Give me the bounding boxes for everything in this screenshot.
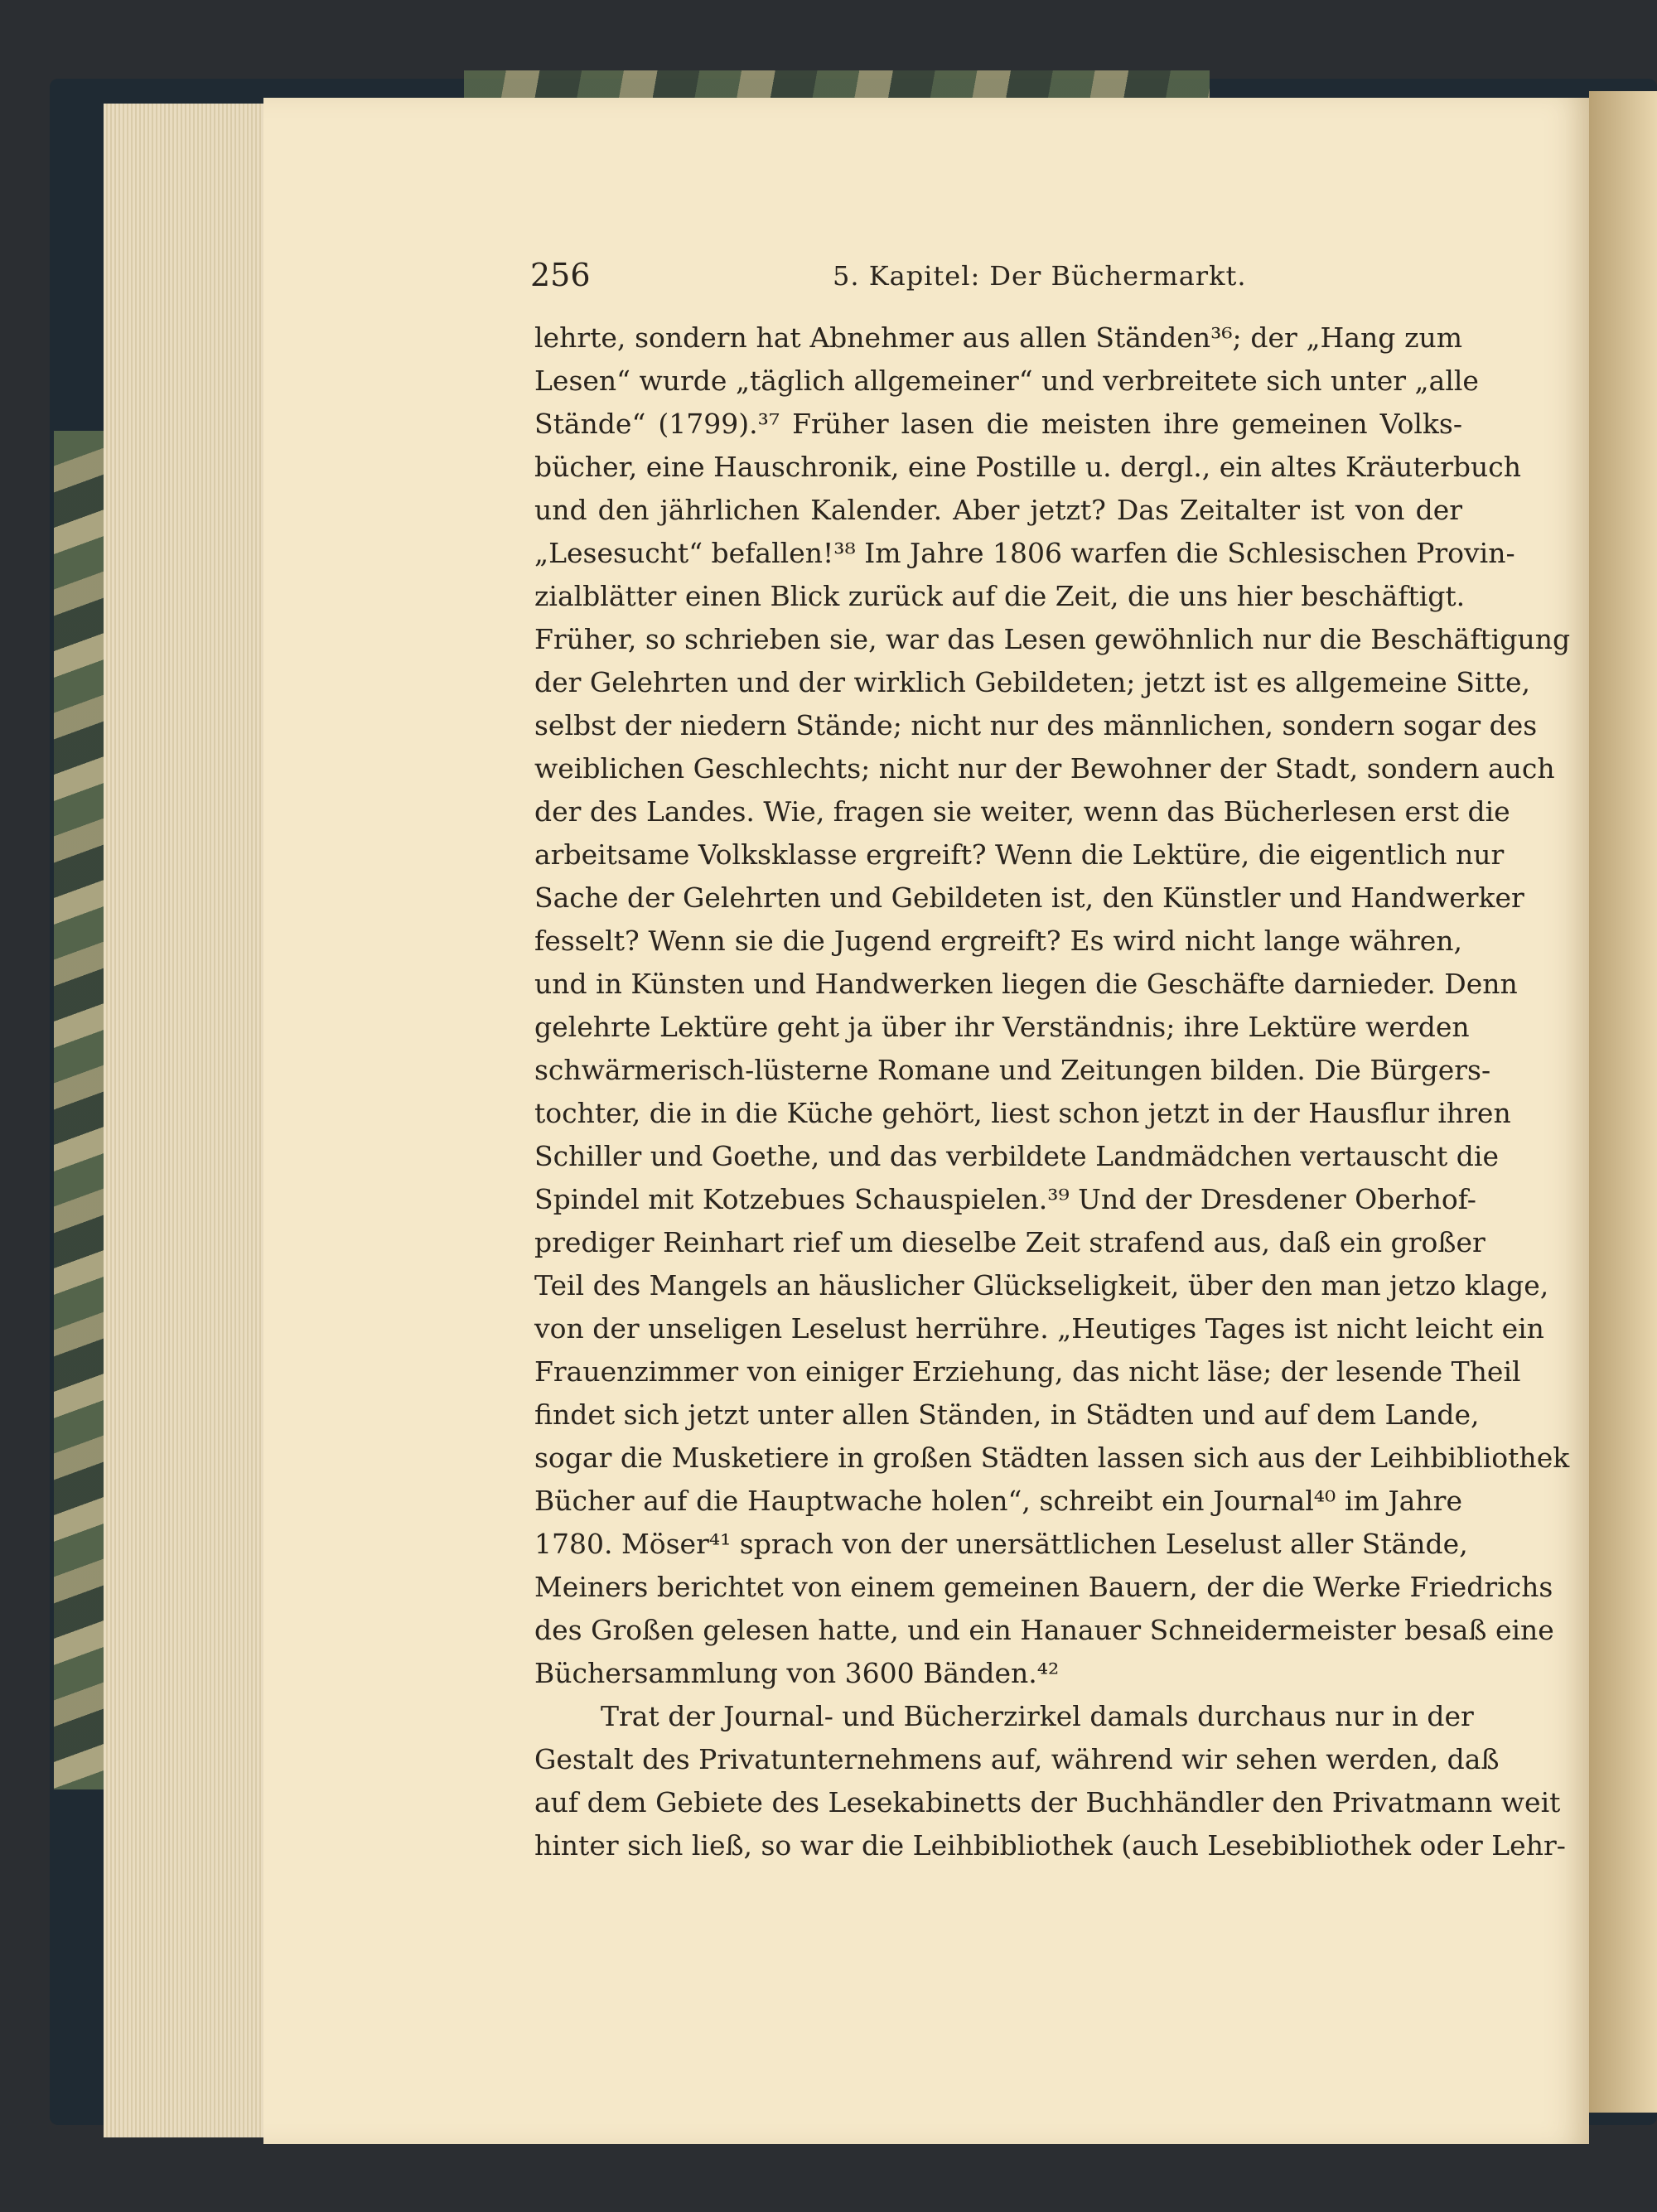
text-line: Teil des Mangels an häuslicher Glückseligkeit, über den man jetzo klage, [534, 1269, 1549, 1302]
text-line: der des Landes. Wie, fragen sie weiter, wenn das Bücherlesen erst die [534, 795, 1510, 828]
text-line: hinter sich ließ, so war die Leihbibliothek (auch Lesebibliothek oder Lehr- [534, 1829, 1566, 1862]
text-line: prediger Reinhart rief um dieselbe Zeit strafend aus, daß ein großer [534, 1226, 1486, 1258]
text-line: und in Künsten und Handwerken liegen die Geschäfte darnieder. Denn [534, 968, 1518, 1000]
text-line: Sache der Gelehrten und Gebildeten ist, den Künstler und Handwerker [534, 881, 1524, 914]
text-line: Trat der Journal- und Bücherzirkel damals durchaus nur in der [601, 1700, 1474, 1732]
text-line: selbst der niedern Stände; nicht nur des männlichen, sondern sogar des [534, 709, 1538, 741]
page-number: 256 [530, 257, 591, 293]
text-line: auf dem Gebiete des Lesekabinetts der Buchhändler den Privatmann weit [534, 1786, 1561, 1818]
text-line: Spindel mit Kotzebues Schauspielen.³⁹ Und der Dresdener Oberhof- [534, 1183, 1476, 1215]
text-line: lehrte, sondern hat Abnehmer aus allen Ständen³⁶; der „Hang zum [534, 321, 1462, 354]
text-line: Gestalt des Privatunternehmens auf, während wir sehen werden, daß [534, 1743, 1500, 1775]
text-line: 1780. Möser⁴¹ sprach von der unersättlichen Leselust aller Stände, [534, 1528, 1468, 1560]
page-header [530, 257, 1607, 307]
text-line: gelehrte Lektüre geht ja über ihr Verständnis; ihre Lektüre werden [534, 1011, 1470, 1043]
text-line: findet sich jetzt unter allen Ständen, in Städten und auf dem Lande, [534, 1398, 1480, 1431]
text-line: der Gelehrten und der wirklich Gebildeten; jetzt ist es allgemeine Sitte, [534, 666, 1530, 698]
text-line: Meiners berichtet von einem gemeinen Bauern, der die Werke Friedrichs [534, 1571, 1553, 1603]
text-line: Bücher auf die Hauptwache holen“, schreibt ein Journal⁴⁰ im Jahre [534, 1485, 1462, 1517]
text-line: arbeitsame Volksklasse ergreift? Wenn die Lektüre, die eigentlich nur [534, 838, 1505, 871]
text-line: Früher, so schrieben sie, war das Lesen gewöhnlich nur die Beschäftigung [534, 623, 1571, 655]
text-line: des Großen gelesen hatte, und ein Hanauer Schneidermeister besaß eine [534, 1614, 1554, 1646]
text-line: Büchersammlung von 3600 Bänden.⁴² [534, 1657, 1060, 1689]
text-line: sogar die Musketiere in großen Städten lassen sich aus der Leihbibliothek [534, 1442, 1570, 1474]
running-title: 5. Kapitel: Der Büchermarkt. [833, 260, 1247, 292]
text-line: „Lesesucht“ befallen!³⁸ Im Jahre 1806 warfen die Schlesischen Provin- [534, 537, 1515, 569]
text-line: schwärmerisch-lüsterne Romane und Zeitungen bilden. Die Bürgers- [534, 1054, 1491, 1086]
page-edges [104, 104, 269, 2137]
body-text [534, 316, 1571, 1867]
text-line: zialblätter einen Blick zurück auf die Zeit, die uns hier beschäftigt. [534, 580, 1466, 612]
text-line: Frauenzimmer von einiger Erziehung, das nicht läse; der lesende Theil [534, 1355, 1521, 1388]
text-line: und den jährlichen Kalender. Aber jetzt? Das Zeitalter ist von der [534, 494, 1462, 526]
text-line: Schiller und Goethe, und das verbildete Landmädchen vertauscht die [534, 1140, 1499, 1172]
text-line: Lesen“ wurde „täglich allgemeiner“ und verbreitete sich unter „alle [534, 365, 1479, 397]
text-line: tochter, die in die Küche gehört, liest schon jetzt in der Hausflur ihren [534, 1097, 1511, 1129]
text-line: von der unseligen Leselust herrühre. „Heutiges Tages ist nicht leicht ein [534, 1312, 1544, 1345]
text-line: Stände“ (1799).³⁷ Früher lasen die meisten ihre gemeinen Volks- [534, 408, 1462, 440]
facing-page-edge [1589, 91, 1657, 2113]
text-line: fesselt? Wenn sie die Jugend ergreift? Es wird nicht lange währen, [534, 925, 1462, 957]
text-line: bücher, eine Hauschronik, eine Postille u. dergl., ein altes Kräuterbuch [534, 451, 1522, 483]
text-line: weiblichen Geschlechts; nicht nur der Bewohner der Stadt, sondern auch [534, 752, 1555, 785]
